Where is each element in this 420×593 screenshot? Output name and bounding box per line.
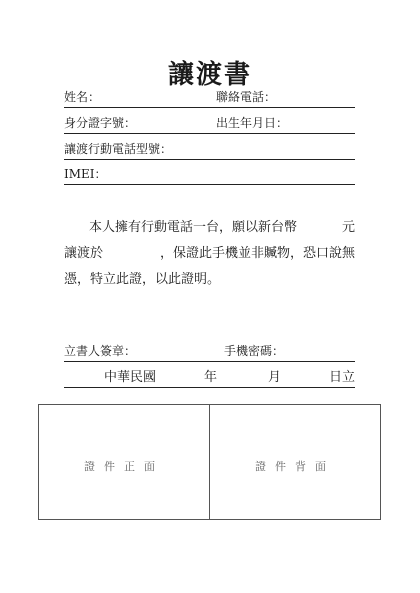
imei-line xyxy=(64,167,355,185)
date-era: 中華民國 xyxy=(104,370,157,385)
id-card-back-box xyxy=(209,404,381,520)
statement-currency-unit: 元 xyxy=(342,220,356,235)
document-title: 讓渡書 xyxy=(167,60,252,90)
name-phone-line xyxy=(64,90,355,108)
phone-model-label: 讓渡行動電話型號： xyxy=(64,142,173,156)
name-label: 姓名： xyxy=(64,90,101,104)
phone-label: 聯絡電話： xyxy=(216,90,277,104)
statement-line-1 xyxy=(64,218,359,238)
id-birth-line xyxy=(64,116,355,134)
statement-line-2 xyxy=(64,244,359,264)
statement-recipient-prefix: 讓渡於 xyxy=(64,246,104,261)
id-card-back-label: 證件背面 xyxy=(255,460,335,473)
statement-line-1-text: 本人擁有行動電話一台，願以新台幣 xyxy=(89,220,298,235)
date-line xyxy=(64,370,355,388)
birth-date-label: 出生年月日： xyxy=(216,116,289,130)
phone-password-label: 手機密碼： xyxy=(224,344,285,358)
signer-label: 立書人簽章： xyxy=(64,344,137,358)
imei-label: IMEI： xyxy=(64,167,107,181)
date-day: 日立 xyxy=(329,370,356,385)
id-card-front-label: 證件正面 xyxy=(84,460,164,473)
statement-line-3-text: 憑，特立此證，以此證明。 xyxy=(64,272,221,287)
id-card-front-box xyxy=(38,404,210,520)
signature-line xyxy=(64,344,355,362)
phone-model-line xyxy=(64,142,355,160)
statement-line-3 xyxy=(64,270,359,290)
statement-line-2-text: ，保證此手機並非贓物，恐口說無 xyxy=(160,246,356,261)
date-month: 月 xyxy=(268,370,282,385)
id-number-label: 身分證字號： xyxy=(64,116,137,130)
date-year: 年 xyxy=(204,370,218,385)
